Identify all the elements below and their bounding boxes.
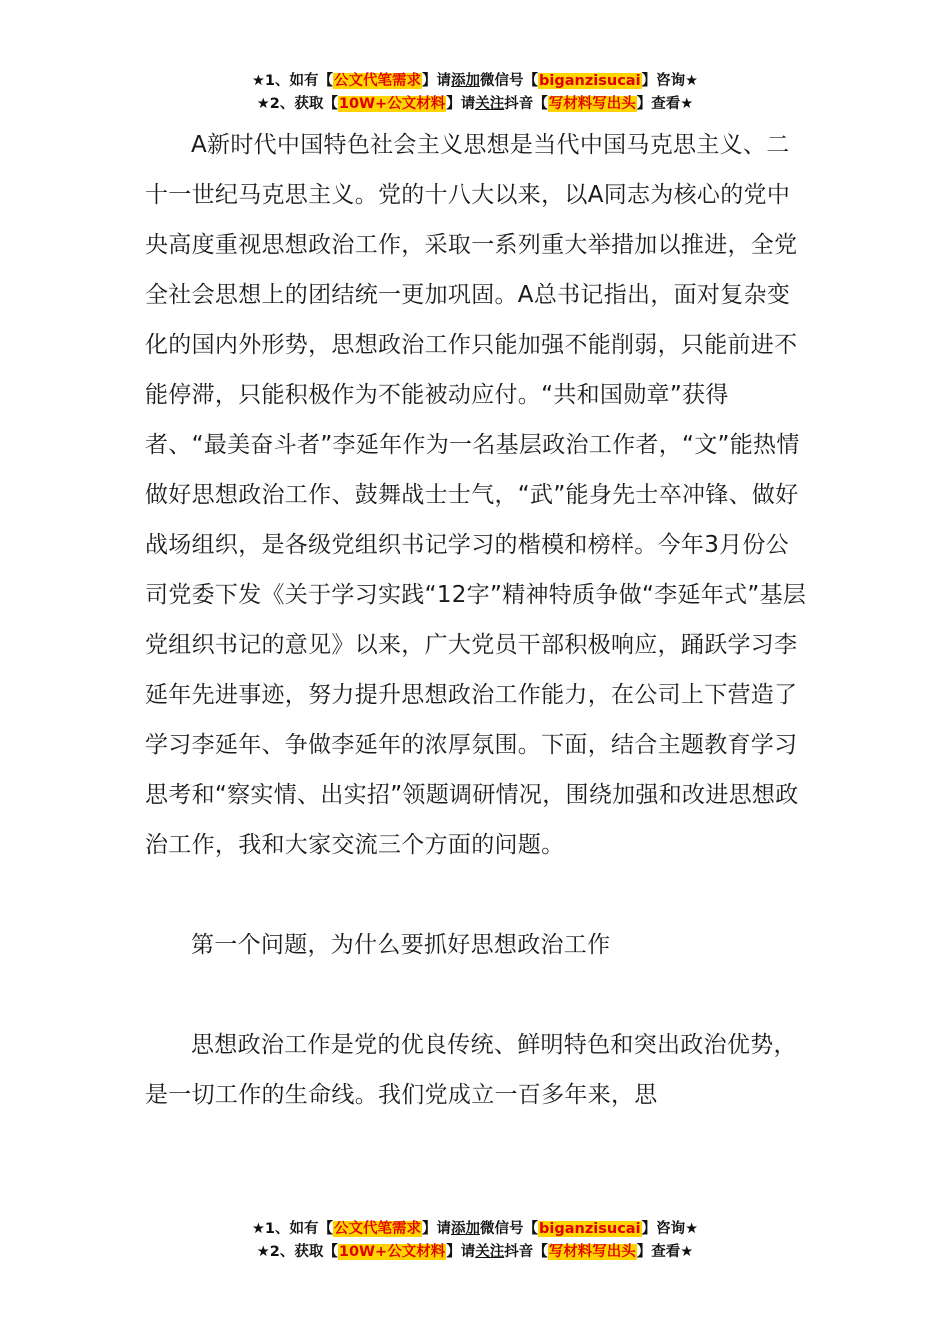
promo-text: 抖音【	[504, 1244, 548, 1260]
promo-text: 】咨询★	[641, 1221, 699, 1237]
promo-underlined-text: 添加	[451, 73, 481, 89]
promo-text: 微信号【	[480, 73, 539, 89]
promo-highlight: 公文代笔需求	[334, 1221, 422, 1237]
star-icon: ★	[251, 1221, 265, 1237]
intro-paragraph: A新时代中国特色社会主义思想是当代中国马克思主义、二十一世纪马克思主义。党的十八大以来，以A同志为核心的党中央高度重视思想政治工作，采取一系列重大举措加以推进，全党全社会思想上的团结统一更加巩固。A总书记指出，面对复杂变化的国内外形势，思想政治工作只能加强不能削弱，只能前进不能停滞，只能积极作为不能被动应付。“共和国勋章”获得者、“最美奋斗者”李延年作为一名基层政治工作者，“文”能热情做好思想政治工作、鼓舞战士士气，“武”能身先士卒冲锋、做好战场组织，是各级党组织书记学习的楷模和榜样。今年3月份公司党委下发《关于学习实践“12字”精神特质争做“李延年式”基层党组织书记的意见》以来，广大党员干部积极响应，踊跃学习李延年先进事迹，努力提升思想政治工作能力，在公司上下营造了学习李延年、争做李延年的浓厚氛围。下面，结合主题教育学习思考和“察实情、出实招”领题调研情况，围绕加强和改进思想政治工作，我和大家交流三个方面的问题。	[145, 132, 807, 858]
section-heading: 第一个问题，为什么要抓好思想政治工作	[191, 932, 611, 958]
promo-text: 抖音【	[504, 96, 548, 112]
star-icon: ★	[251, 73, 265, 89]
promo-text: 】请	[422, 1221, 452, 1237]
promo-text: 2、获取【	[269, 1244, 338, 1260]
star-icon: ★	[256, 1244, 270, 1260]
promo-line-2	[0, 93, 950, 116]
promo-text: 1、如有【	[264, 73, 334, 89]
promo-text: 微信号【	[480, 1221, 539, 1237]
promo-line-2	[0, 1241, 950, 1264]
promo-underlined-text: 关注	[475, 1244, 505, 1260]
promo-text: 】查看★	[636, 96, 694, 112]
section-paragraph: 思想政治工作是党的优良传统、鲜明特色和突出政治优势，是一切工作的生命线。我们党成立一百多年来，思	[145, 1032, 797, 1108]
promo-text: 】请	[446, 96, 476, 112]
promo-banner-bottom	[0, 1218, 950, 1264]
star-icon: ★	[256, 96, 270, 112]
promo-highlight: 10W+公文材料	[338, 1244, 446, 1260]
promo-line-1	[0, 1218, 950, 1241]
document-body	[145, 120, 810, 1120]
promo-text: 】查看★	[636, 1244, 694, 1260]
douyin-id-highlight: 写材料写出头	[548, 96, 636, 112]
promo-line-1	[0, 70, 950, 93]
promo-underlined-text: 关注	[475, 96, 505, 112]
promo-text: 1、如有【	[264, 1221, 334, 1237]
promo-text: 】请	[446, 1244, 476, 1260]
promo-text: 】请	[422, 73, 452, 89]
douyin-id-highlight: 写材料写出头	[548, 1244, 636, 1260]
promo-text: 】咨询★	[641, 73, 699, 89]
promo-highlight: 10W+公文材料	[338, 96, 446, 112]
wechat-id-highlight: biganzisucai	[539, 1221, 641, 1237]
promo-banner-top	[0, 70, 950, 116]
promo-highlight: 公文代笔需求	[334, 73, 422, 89]
promo-underlined-text: 添加	[451, 1221, 481, 1237]
promo-text: 2、获取【	[269, 96, 338, 112]
wechat-id-highlight: biganzisucai	[539, 73, 641, 89]
